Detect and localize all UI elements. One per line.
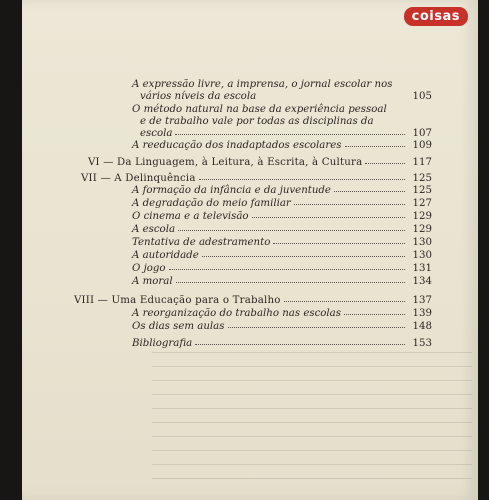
toc-entry-title: VI — Da Linguagem, à Leitura, à Escrita, à Cultura: [88, 157, 363, 168]
book-page: [22, 0, 478, 500]
dot-leader: [202, 255, 405, 257]
dot-leader: [252, 216, 405, 218]
toc-entry: [132, 338, 432, 350]
toc-page-number: 117: [412, 157, 432, 168]
toc-entry: [132, 237, 432, 249]
toc-page-number: 125: [412, 173, 432, 184]
toc-entry-title: Tentativa de adestramento: [132, 237, 271, 248]
toc-page-number: 139: [412, 308, 432, 319]
toc-entry: [132, 211, 432, 223]
dot-leader: [365, 162, 405, 164]
toc-entry-title: O método natural na base da experiência pessoal: [132, 104, 387, 115]
toc-entry-title: A autoridade: [132, 250, 199, 261]
toc-entry-title: A moral: [132, 276, 173, 287]
toc-entry-title: A reorganização do trabalho nas escolas: [132, 308, 341, 319]
toc-entry-title: A reeducação dos inadaptados escolares: [132, 140, 342, 151]
toc-entry-title: O cinema e a televisão: [132, 211, 249, 222]
dot-leader: [175, 133, 405, 135]
dot-leader: [273, 242, 405, 244]
toc-entry-title: VII — A Delinquência: [81, 173, 196, 184]
toc-page-number: 134: [412, 276, 432, 287]
toc-page-number: 131: [412, 263, 432, 274]
toc-page-number: 137: [412, 295, 432, 306]
toc-entry: [132, 198, 432, 210]
toc-entry: [132, 104, 432, 116]
watermark-logo: coisas: [404, 7, 468, 26]
toc-page-number: 125: [412, 185, 432, 196]
toc-entry: [140, 91, 432, 103]
toc-page-number: 129: [412, 224, 432, 235]
dot-leader: [228, 326, 406, 328]
toc-entry: [132, 263, 432, 275]
dot-leader: [344, 313, 405, 315]
toc-entry: [140, 128, 432, 140]
toc-page-number: 127: [412, 198, 432, 209]
toc-page-number: 130: [412, 250, 432, 261]
dot-leader: [178, 229, 405, 231]
toc-page-number: 129: [412, 211, 432, 222]
toc-entry-title: A degradação do meio familiar: [132, 198, 291, 209]
toc-entry: [140, 116, 374, 128]
toc-entry-title: A escola: [132, 224, 176, 235]
dot-leader: [334, 190, 405, 192]
toc-entry: [81, 173, 432, 185]
dot-leader: [176, 281, 405, 283]
toc-entry: [132, 140, 432, 152]
toc-entry-title: e de trabalho vale por todas as disciplinas da: [140, 116, 374, 127]
dot-leader: [199, 178, 405, 180]
dot-leader: [294, 203, 405, 205]
dot-leader: [195, 343, 405, 345]
toc-entry-title: escola: [140, 128, 173, 139]
toc-entry-title: A expressão livre, a imprensa, o jornal escolar nos: [132, 79, 393, 90]
dot-leader: [259, 97, 405, 98]
dot-leader: [284, 300, 405, 302]
toc-entry: [132, 308, 432, 320]
toc-entry-title: O jogo: [132, 263, 166, 274]
toc-entry-title: VIII — Uma Educação para o Trabalho: [74, 295, 281, 306]
toc-page-number: 153: [412, 338, 432, 349]
toc-entry: [74, 295, 432, 307]
toc-entry: [132, 250, 432, 262]
toc-page-number: 130: [412, 237, 432, 248]
toc-entry: [132, 224, 432, 236]
toc-page-number: 105: [412, 91, 432, 102]
toc-entry: [132, 79, 432, 91]
toc-entry-title: Bibliografia: [132, 338, 193, 349]
table-of-contents: [22, 0, 478, 500]
toc-entry-title: A formação da infância e da juventude: [132, 185, 331, 196]
toc-page-number: 148: [412, 321, 432, 332]
dot-leader: [169, 268, 405, 270]
toc-entry: [132, 321, 432, 333]
toc-page-number: 109: [412, 140, 432, 151]
toc-entry: [132, 185, 432, 197]
toc-entry: [88, 157, 432, 169]
toc-page-number: 107: [412, 128, 432, 139]
toc-entry-title: Os dias sem aulas: [132, 321, 225, 332]
toc-entry-title: vários níveis da escola: [140, 91, 257, 102]
toc-entry: [132, 276, 432, 288]
dot-leader: [345, 145, 405, 147]
